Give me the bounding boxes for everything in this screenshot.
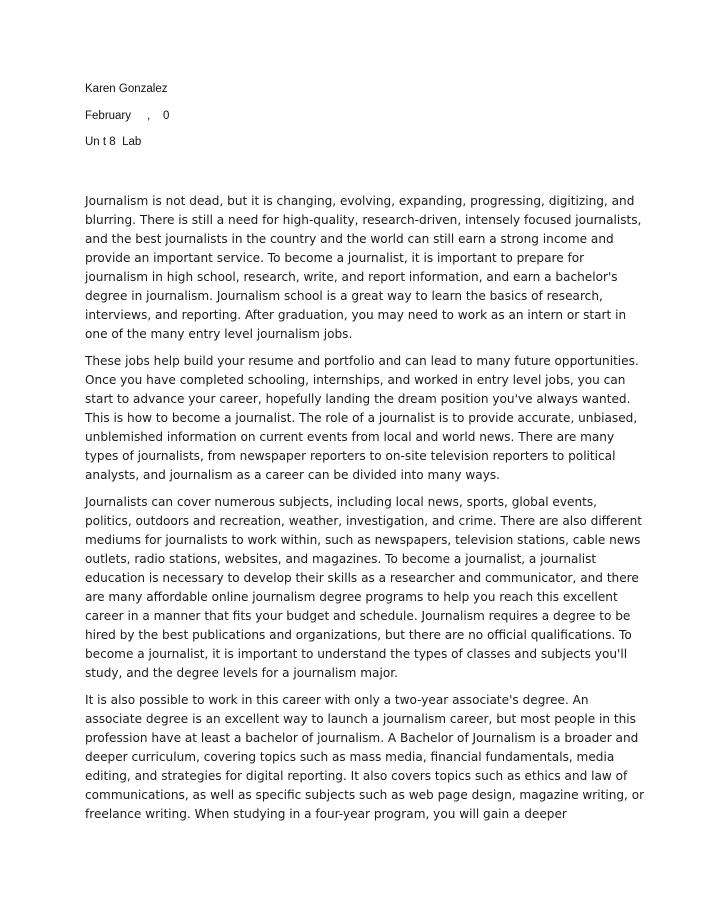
paragraph-2: These jobs help build your resume and portfolio and can lead to many future opportunities. Once you have completed schooling, internships, and worked in entry level jobs, you can start to advance your career, hopefully landing the dream position you've always wanted. This is how to become a journalist. The role of a journalist is to provide accurate, unbiased, unblemished information on current events from local and world news. There are many types of journalists, from newspaper reporters to on-site television reporters to political analysts, and journalism as a career can be divided into many ways. [85,354,639,482]
document-header [85,82,645,162]
assignment-title: Un t 8 Lab [85,136,142,148]
paragraph-1: Journalism is not dead, but it is changing, evolving, expanding, progressing, digitizing, and blurring. There is still a need for high-quality, research-driven, intensely focused journalists, and the best journalists in the country and the world can still earn a strong income and provide an important service. To become a journalist, it is important to prepare for journalism in high school, research, write, and report information, and earn a bachelor's degree in journalism. Journalism school is a great way to learn the basics of research, interviews, and reporting. After graduation, you may need to work as an intern or start in one of the many entry level journalism jobs. [85,194,642,341]
document-date: February , 0 [85,109,170,122]
paragraph-3: Journalists can cover numerous subjects, including local news, sports, global events, politics, outdoors and recreation, weather, investigation, and crime. There are also different mediums for journalists to work within, such as newspapers, television stations, cable news outlets, radio stations, websites, and magazines. To become a journalist, a journalist education is necessary to develop their skills as a researcher and communicator, and there are many affordable online journalism degree programs to help you reach this excellent career in a manner that fits your budget and schedule. Journalism requires a degree to be hired by the best publications and organizations, but there are no official qualifications. To become a journalist, it is important to understand the types of classes and subjects you'll study, and the degree levels for a journalism major. [85,495,643,680]
paragraph-4: It is also possible to work in this career with only a two-year associate's degree. An associate degree is an excellent way to launch a journalism career, but most people in this profession have at least a bachelor of journalism. A Bachelor of Journalism is a broader and deeper curriculum, covering topics such as mass media, financial fundamentals, media editing, and strategies for digital reporting. It also covers topics such as ethics and law of communications, as well as specific subjects such as web page design, magazine writing, or freelance writing. When studying in a four-year program, you will gain a deeper [85,693,645,821]
author-name: Karen Gonzalez [85,83,168,95]
document-body [85,192,645,832]
